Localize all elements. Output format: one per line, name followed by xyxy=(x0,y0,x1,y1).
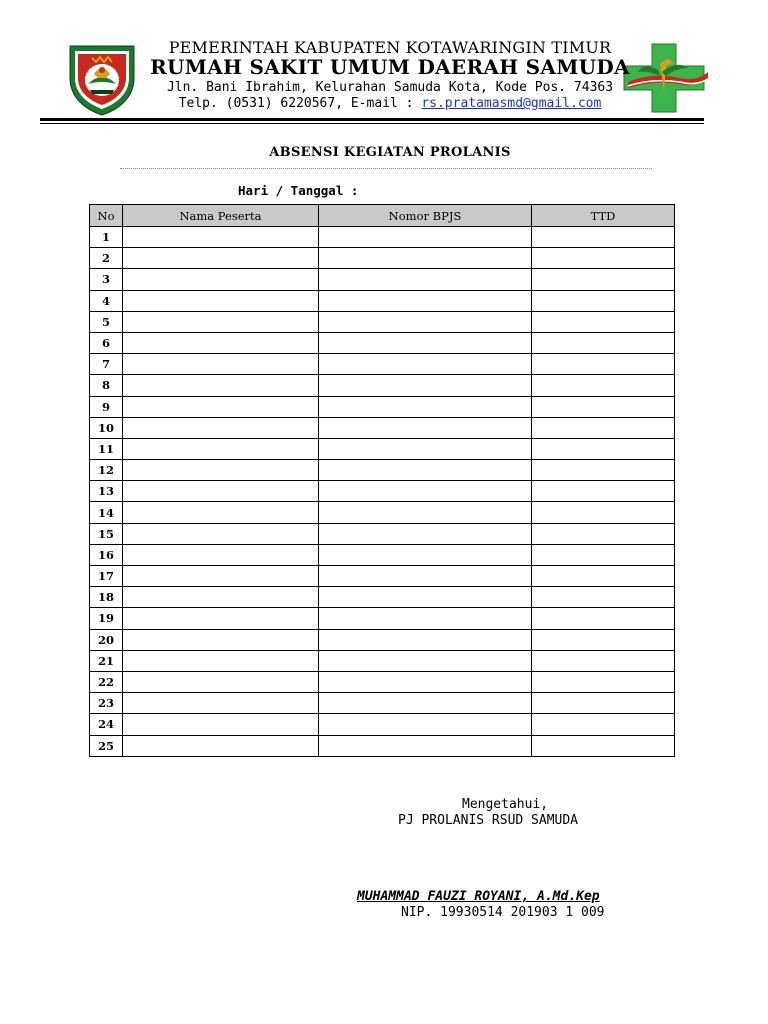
row-number: 4 xyxy=(90,290,123,311)
table-body xyxy=(90,227,675,757)
date-label: Hari / Tanggal : xyxy=(238,183,359,198)
attendance-table xyxy=(89,204,675,757)
bpjs-number-cell[interactable] xyxy=(319,290,532,311)
header-rule-thick xyxy=(40,118,704,121)
bpjs-number-cell[interactable] xyxy=(319,438,532,459)
signature-cell[interactable] xyxy=(532,671,675,692)
header-phone: Telp. (0531) 6220567, E-mail : xyxy=(178,96,422,111)
signer-name: MUHAMMAD FAUZI ROYANI, A.Md.Kep xyxy=(357,889,600,904)
signature-cell[interactable] xyxy=(532,417,675,438)
column-header-no: No xyxy=(90,205,123,227)
bpjs-number-cell[interactable] xyxy=(319,332,532,353)
row-number: 5 xyxy=(90,311,123,332)
row-number: 21 xyxy=(90,650,123,671)
row-number: 10 xyxy=(90,417,123,438)
bpjs-number-cell[interactable] xyxy=(319,269,532,290)
bpjs-number-cell[interactable] xyxy=(319,566,532,587)
header-contact xyxy=(120,96,660,111)
email-link[interactable]: rs.pratamasmd@gmail.com xyxy=(421,96,602,111)
signature-cell[interactable] xyxy=(532,502,675,523)
row-number: 20 xyxy=(90,629,123,650)
header-rule-thin xyxy=(40,123,704,124)
participant-name-cell[interactable] xyxy=(123,629,319,650)
participant-name-cell[interactable] xyxy=(123,227,319,248)
bpjs-number-cell[interactable] xyxy=(319,650,532,671)
signature-cell[interactable] xyxy=(532,438,675,459)
table-row xyxy=(90,671,675,692)
participant-name-cell[interactable] xyxy=(123,502,319,523)
row-number: 2 xyxy=(90,248,123,269)
table-header-row xyxy=(90,205,675,227)
row-number: 9 xyxy=(90,396,123,417)
row-number: 8 xyxy=(90,375,123,396)
signature-cell[interactable] xyxy=(532,354,675,375)
participant-name-cell[interactable] xyxy=(123,269,319,290)
bpjs-number-cell[interactable] xyxy=(319,354,532,375)
participant-name-cell[interactable] xyxy=(123,290,319,311)
participant-name-cell[interactable] xyxy=(123,523,319,544)
table-row xyxy=(90,481,675,502)
table-row xyxy=(90,269,675,290)
bpjs-number-cell[interactable] xyxy=(319,375,532,396)
bpjs-number-cell[interactable] xyxy=(319,523,532,544)
participant-name-cell[interactable] xyxy=(123,396,319,417)
row-number: 3 xyxy=(90,269,123,290)
signer-nip: NIP. 19930514 201903 1 009 xyxy=(401,905,605,920)
table-row xyxy=(90,587,675,608)
signature-cell[interactable] xyxy=(532,332,675,353)
bpjs-number-cell[interactable] xyxy=(319,608,532,629)
row-number: 6 xyxy=(90,332,123,353)
signature-cell[interactable] xyxy=(532,269,675,290)
signature-cell[interactable] xyxy=(532,714,675,735)
bpjs-number-cell[interactable] xyxy=(319,714,532,735)
signature-cell[interactable] xyxy=(532,735,675,756)
signer-position: PJ PROLANIS RSUD SAMUDA xyxy=(398,813,579,828)
participant-name-cell[interactable] xyxy=(123,332,319,353)
signature-cell[interactable] xyxy=(532,608,675,629)
bpjs-number-cell[interactable] xyxy=(319,693,532,714)
bpjs-number-cell[interactable] xyxy=(319,460,532,481)
table-row xyxy=(90,714,675,735)
table-row xyxy=(90,566,675,587)
row-number: 13 xyxy=(90,481,123,502)
bpjs-number-cell[interactable] xyxy=(319,587,532,608)
header-government-line: PEMERINTAH KABUPATEN KOTAWARINGIN TIMUR xyxy=(168,38,612,57)
dotted-divider xyxy=(120,168,652,169)
bpjs-number-cell[interactable] xyxy=(319,671,532,692)
signature-cell[interactable] xyxy=(532,396,675,417)
signature-cell[interactable] xyxy=(532,375,675,396)
column-header-signature: TTD xyxy=(532,205,675,227)
participant-name-cell[interactable] xyxy=(123,714,319,735)
table-row xyxy=(90,417,675,438)
participant-name-cell[interactable] xyxy=(123,248,319,269)
participant-name-cell[interactable] xyxy=(123,608,319,629)
signature-cell[interactable] xyxy=(532,544,675,565)
table-row xyxy=(90,375,675,396)
header-hospital-name: RUMAH SAKIT UMUM DAERAH SAMUDA xyxy=(150,55,630,79)
table-row xyxy=(90,650,675,671)
acknowledgement-label: Mengetahui, xyxy=(462,797,549,812)
table-row xyxy=(90,523,675,544)
table-row xyxy=(90,396,675,417)
participant-name-cell[interactable] xyxy=(123,438,319,459)
table-row xyxy=(90,608,675,629)
signature-cell[interactable] xyxy=(532,311,675,332)
signature-cell[interactable] xyxy=(532,290,675,311)
participant-name-cell[interactable] xyxy=(123,587,319,608)
column-header-name: Nama Peserta xyxy=(123,205,319,227)
table-row xyxy=(90,354,675,375)
table-row xyxy=(90,332,675,353)
signature-cell[interactable] xyxy=(532,227,675,248)
row-number: 23 xyxy=(90,693,123,714)
row-number: 11 xyxy=(90,438,123,459)
table-row xyxy=(90,544,675,565)
signature-cell[interactable] xyxy=(532,587,675,608)
row-number: 7 xyxy=(90,354,123,375)
bpjs-number-cell[interactable] xyxy=(319,629,532,650)
row-number: 14 xyxy=(90,502,123,523)
row-number: 17 xyxy=(90,566,123,587)
table-row xyxy=(90,438,675,459)
participant-name-cell[interactable] xyxy=(123,481,319,502)
signature-cell[interactable] xyxy=(532,523,675,544)
participant-name-cell[interactable] xyxy=(123,566,319,587)
bpjs-number-cell[interactable] xyxy=(319,735,532,756)
form-title: ABSENSI KEGIATAN PROLANIS xyxy=(269,145,511,160)
bpjs-number-cell[interactable] xyxy=(319,502,532,523)
row-number: 25 xyxy=(90,735,123,756)
row-number: 19 xyxy=(90,608,123,629)
bpjs-number-cell[interactable] xyxy=(319,417,532,438)
header-address: Jln. Bani Ibrahim, Kelurahan Samuda Kota, Kode Pos. 74363 xyxy=(166,80,614,95)
table-row xyxy=(90,248,675,269)
participant-name-cell[interactable] xyxy=(123,311,319,332)
row-number: 24 xyxy=(90,714,123,735)
participant-name-cell[interactable] xyxy=(123,417,319,438)
row-number: 18 xyxy=(90,587,123,608)
bpjs-number-cell[interactable] xyxy=(319,248,532,269)
bpjs-number-cell[interactable] xyxy=(319,311,532,332)
row-number: 22 xyxy=(90,671,123,692)
row-number: 12 xyxy=(90,460,123,481)
table-row xyxy=(90,460,675,481)
bpjs-number-cell[interactable] xyxy=(319,481,532,502)
participant-name-cell[interactable] xyxy=(123,735,319,756)
participant-name-cell[interactable] xyxy=(123,650,319,671)
table-row xyxy=(90,735,675,756)
table-row xyxy=(90,502,675,523)
signature-cell[interactable] xyxy=(532,460,675,481)
participant-name-cell[interactable] xyxy=(123,375,319,396)
signature-cell[interactable] xyxy=(532,566,675,587)
column-header-bpjs: Nomor BPJS xyxy=(319,205,532,227)
participant-name-cell[interactable] xyxy=(123,671,319,692)
signature-cell[interactable] xyxy=(532,629,675,650)
row-number: 1 xyxy=(90,227,123,248)
row-number: 16 xyxy=(90,544,123,565)
participant-name-cell[interactable] xyxy=(123,460,319,481)
bpjs-number-cell[interactable] xyxy=(319,227,532,248)
table-row xyxy=(90,693,675,714)
participant-name-cell[interactable] xyxy=(123,354,319,375)
signature-cell[interactable] xyxy=(532,481,675,502)
participant-name-cell[interactable] xyxy=(123,693,319,714)
table-row xyxy=(90,629,675,650)
table-row xyxy=(90,311,675,332)
table-row xyxy=(90,227,675,248)
table-row xyxy=(90,290,675,311)
signature-cell[interactable] xyxy=(532,650,675,671)
signature-cell[interactable] xyxy=(532,248,675,269)
signature-cell[interactable] xyxy=(532,693,675,714)
bpjs-number-cell[interactable] xyxy=(319,396,532,417)
participant-name-cell[interactable] xyxy=(123,544,319,565)
row-number: 15 xyxy=(90,523,123,544)
bpjs-number-cell[interactable] xyxy=(319,544,532,565)
